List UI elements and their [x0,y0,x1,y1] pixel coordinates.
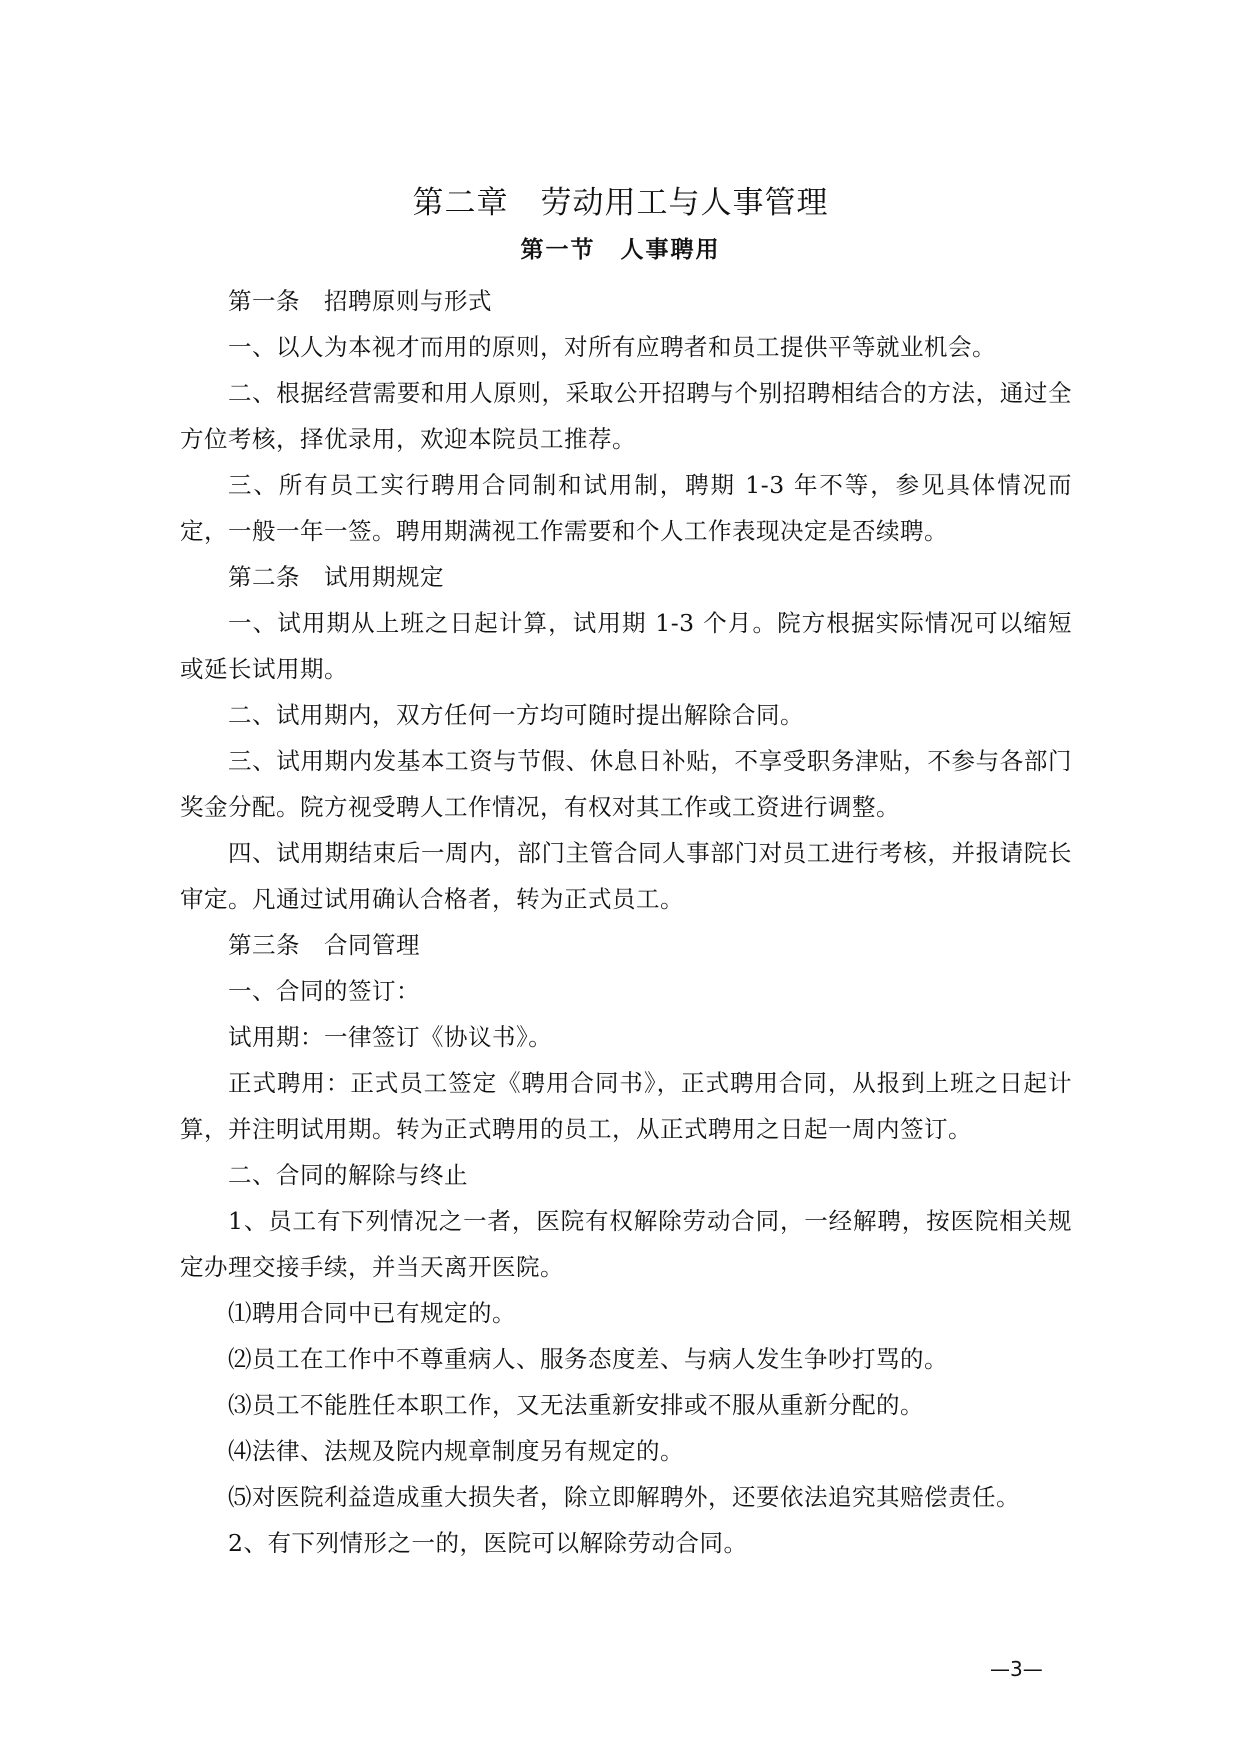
section-title: 第一节 人事聘用 [520,236,721,263]
paragraph: 1、员工有下列情况之一者，医院有权解除劳动合同，一经解聘，按医院相关规定办理交接手续，并当天离开医院。 [180,1207,1072,1281]
chapter-title: 第二章 劳动用工与人事管理 [412,185,829,221]
page-number: —3— [990,1657,1043,1681]
paragraph: 2、有下列情形之一的，医院可以解除劳动合同。 [228,1529,748,1557]
paragraph: 二、合同的解除与终止 [228,1161,468,1189]
article-heading: 第三条 合同管理 [228,931,420,959]
list-item: ⑷法律、法规及院内规章制度另有规定的。 [228,1437,684,1465]
paragraph: 一、合同的签订： [228,977,420,1005]
paragraph: 试用期：一律签订《协议书》。 [228,1023,553,1051]
list-item: ⑸对医院利益造成重大损失者，除立即解聘外，还要依法追究其赔偿责任。 [228,1483,1020,1511]
body-text [180,278,1072,1566]
paragraph: 一、以人为本视才而用的原则，对所有应聘者和员工提供平等就业机会。 [228,333,996,361]
paragraph: 二、根据经营需要和用人原则，采取公开招聘与个别招聘相结合的方法，通过全方位考核，择优录用，欢迎本院员工推荐。 [180,379,1072,453]
article-heading: 第一条 招聘原则与形式 [228,287,492,315]
list-item: ⑵员工在工作中不尊重病人、服务态度差、与病人发生争吵打骂的。 [228,1345,948,1373]
paragraph: 四、试用期结束后一周内，部门主管合同人事部门对员工进行考核，并报请院长审定。凡通过试用确认合格者，转为正式员工。 [180,839,1072,913]
article-heading: 第二条 试用期规定 [228,563,444,591]
paragraph: 正式聘用：正式员工签定《聘用合同书》，正式聘用合同，从报到上班之日起计算，并注明试用期。转为正式聘用的员工，从正式聘用之日起一周内签订。 [180,1069,1072,1143]
paragraph: 二、试用期内，双方任何一方均可随时提出解除合同。 [228,701,804,729]
list-item: ⑶员工不能胜任本职工作，又无法重新安排或不服从重新分配的。 [228,1391,924,1419]
list-item: ⑴聘用合同中已有规定的。 [228,1299,516,1327]
paragraph: 三、所有员工实行聘用合同制和试用制，聘期 1-3 年不等，参见具体情况而定，一般一年一签。聘用期满视工作需要和个人工作表现决定是否续聘。 [180,471,1072,545]
paragraph: 三、试用期内发基本工资与节假、休息日补贴，不享受职务津贴，不参与各部门奖金分配。院方视受聘人工作情况，有权对其工作或工资进行调整。 [180,747,1072,821]
paragraph: 一、试用期从上班之日起计算，试用期 1-3 个月。院方根据实际情况可以缩短或延长试用期。 [180,609,1072,683]
